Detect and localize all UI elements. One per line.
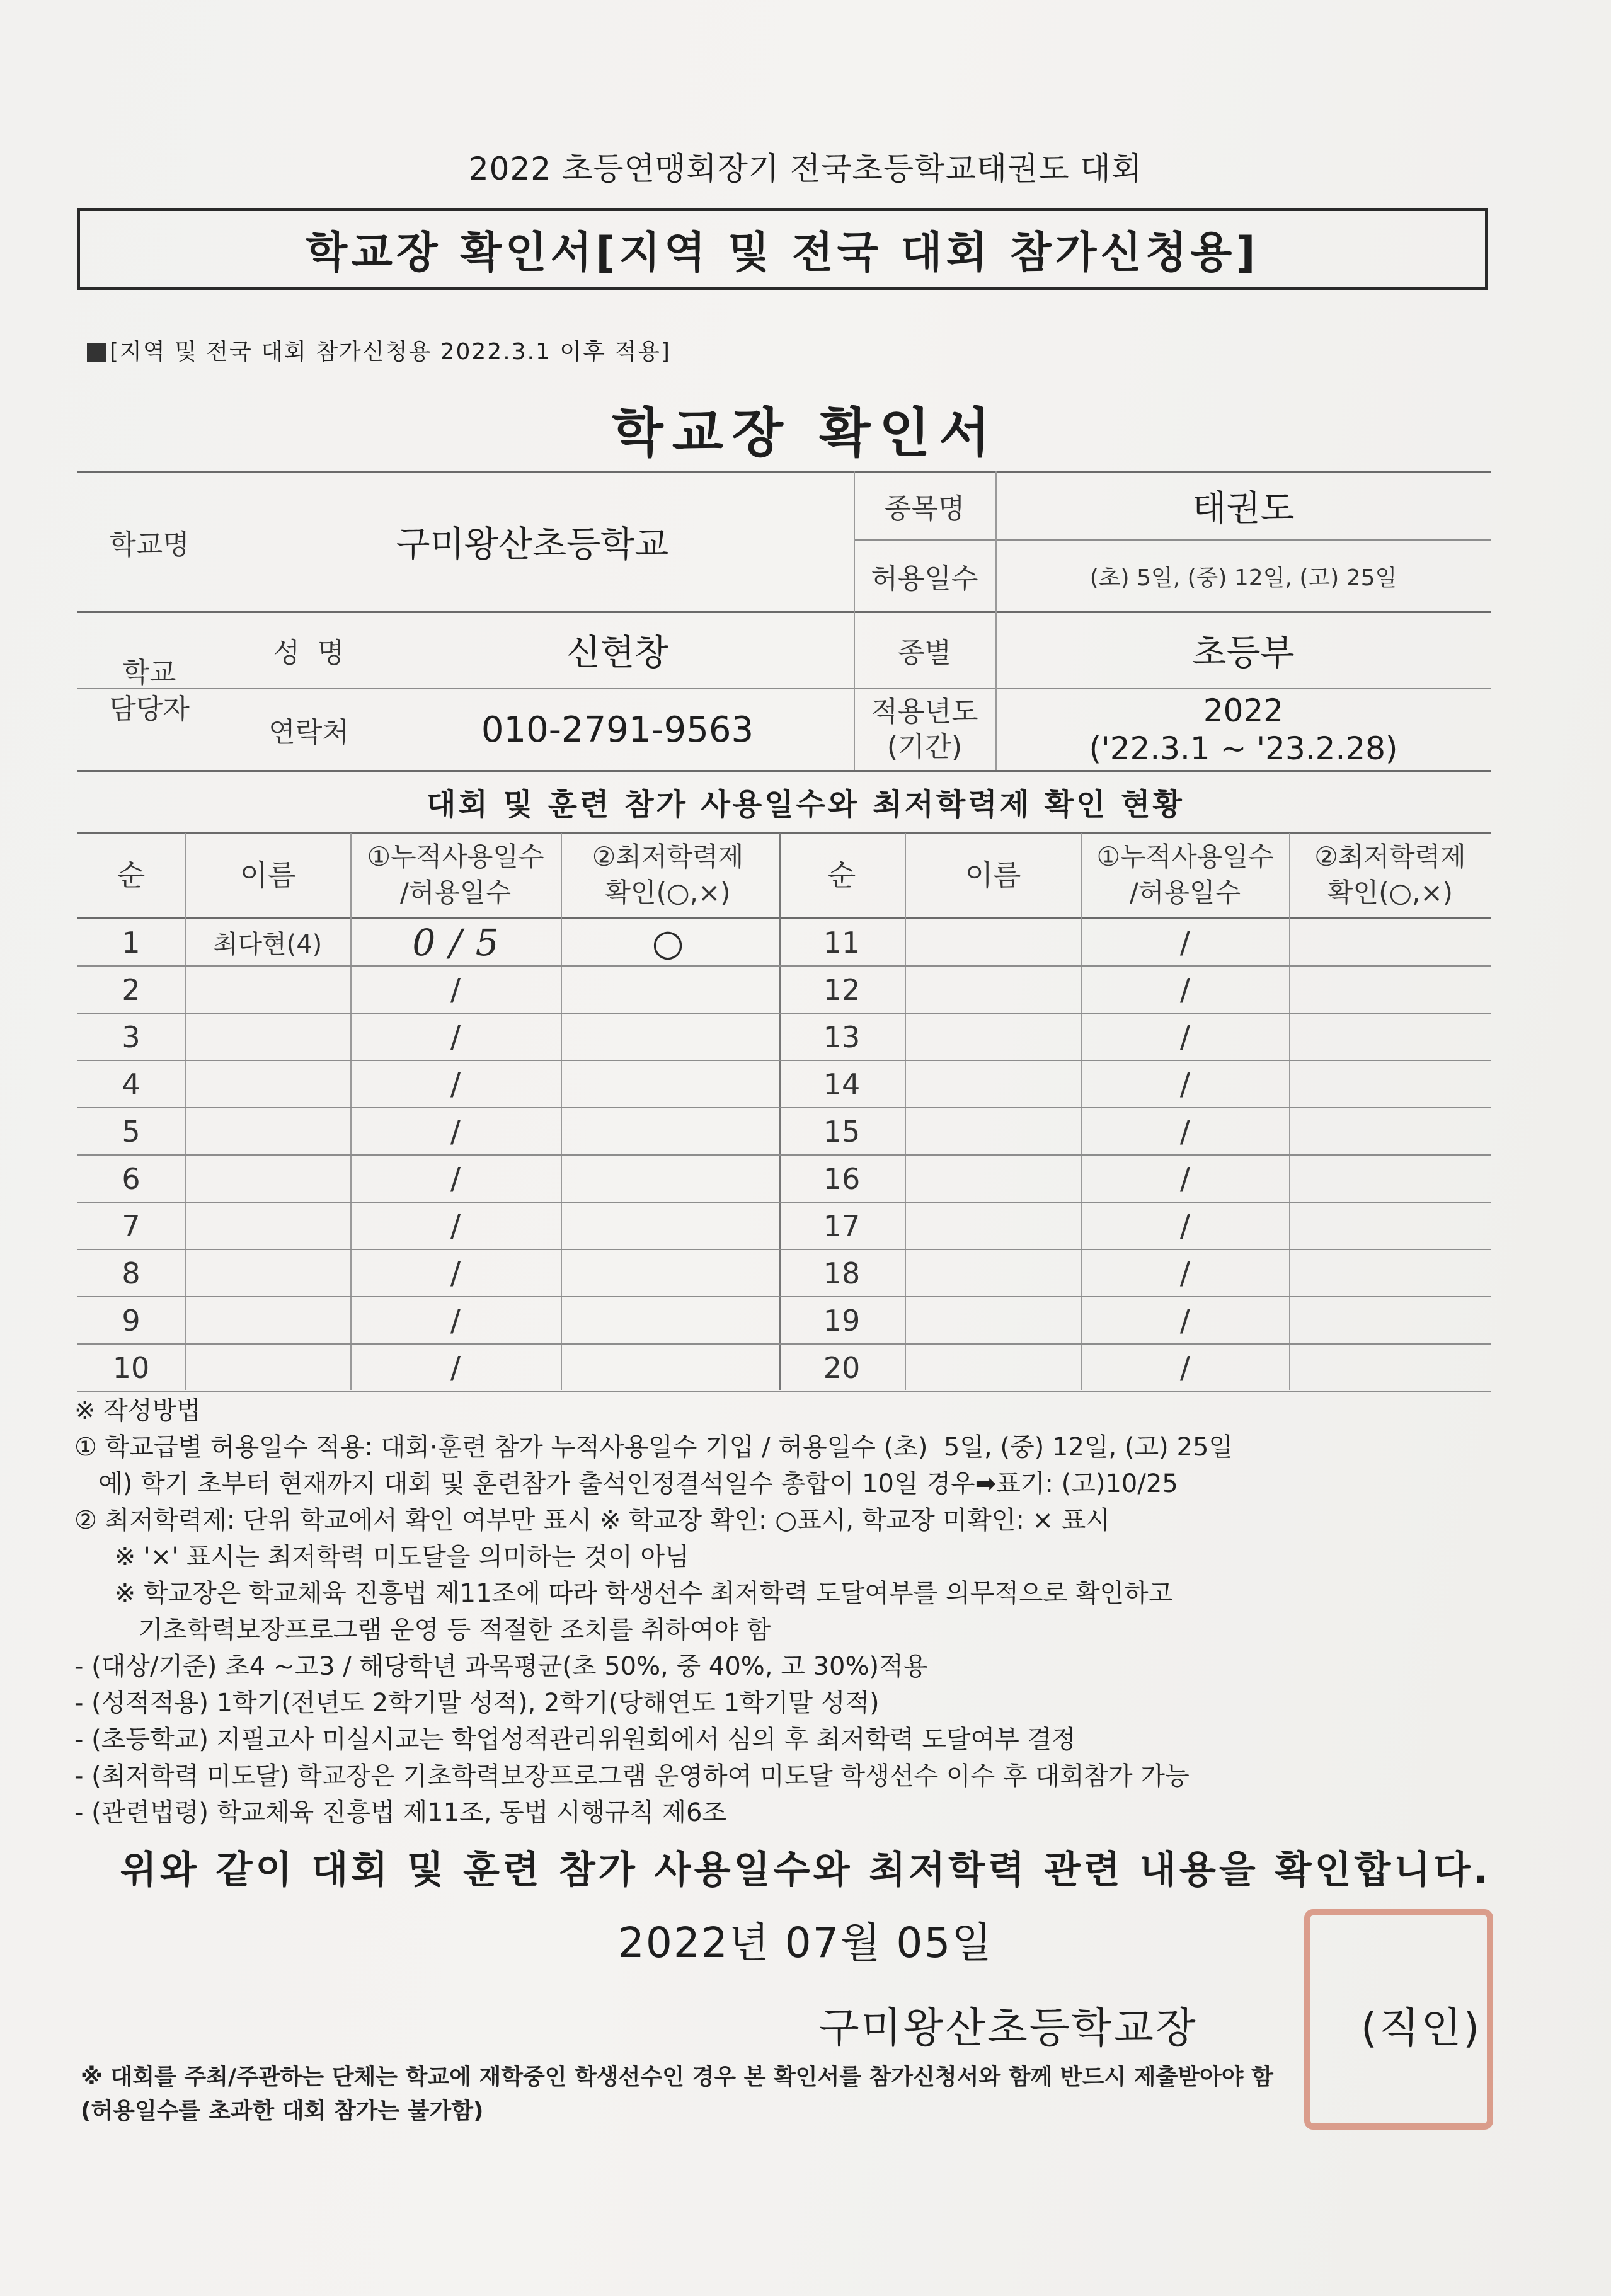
slash-separator: / [1179, 1255, 1191, 1291]
header-seq-left: 순 [117, 858, 146, 892]
header-days-right: ①누적사용일수 /허용일수 [1096, 841, 1274, 908]
row-number: 9 [122, 1303, 140, 1338]
note-line: 기초학력보장프로그램 운영 등 적절한 조치를 취하여야 함 [74, 1616, 771, 1645]
writing-notes [74, 1392, 1233, 1831]
row-number: 5 [122, 1114, 140, 1149]
note-line: 예) 학기 초부터 현재까지 대회 및 훈련참가 출석인정결석일수 총합이 10일 경우➡표기: (고)10/25 [74, 1469, 1178, 1498]
slash-separator: / [450, 1302, 461, 1338]
name-label: 성 명 [273, 637, 345, 669]
footer-note [81, 2060, 1273, 2128]
note-line: ② 최저학력제: 단위 학교에서 확인 여부만 표시 ※ 학교장 확인: ○표시, 학교장 미확인: × 표시 [74, 1506, 1111, 1535]
header-days-left: ①누적사용일수 /허용일수 [367, 841, 544, 908]
note-line: ① 학교급별 허용일수 적용: 대회·훈련 참가 누적사용일수 기입 / 허용일수 (초) 5일, (중) 12일, (고) 25일 [74, 1433, 1234, 1462]
row-number: 15 [823, 1114, 861, 1149]
slash-separator: / [450, 972, 461, 1007]
slash-separator: / [450, 1208, 461, 1244]
slash-separator: / [1179, 1208, 1191, 1244]
allowed-value: (초) 5일, (중) 12일, (고) 25일 [1089, 565, 1397, 591]
row-number: 12 [823, 972, 861, 1007]
footer-line: ※ 대회를 주최/주관하는 단체는 학교에 재학중인 학생선수인 경우 본 확인서를 참가신청서와 함께 반드시 제출받아야 함 [81, 2064, 1273, 2090]
note-line: ※ 작성방법 [74, 1396, 201, 1425]
contact-label: 연락처 [268, 716, 349, 749]
principal-name: 구미왕산초등학교장 [819, 2004, 1198, 2052]
manager-label: 학교 담당자 [109, 657, 190, 725]
year-label: 적용년도 (기간) [871, 696, 978, 763]
row-number: 19 [823, 1303, 861, 1338]
slash-separator: / [1179, 1066, 1191, 1102]
table-column-divider [1289, 833, 1290, 1390]
slash-separator: / [1179, 1161, 1191, 1197]
footer-line: (허용일수를 초과한 대회 참가는 불가함) [81, 2098, 484, 2124]
main-title: 학교장 확인서 [612, 402, 999, 464]
row-number: 4 [122, 1067, 140, 1101]
division-value: 초등부 [1192, 633, 1295, 674]
box-title-text: 학교장 확인서[지역 및 전국 대회 참가신청용] [306, 227, 1259, 278]
slash-separator: / [450, 1019, 461, 1055]
row-number: 8 [122, 1256, 140, 1290]
row-number: 6 [122, 1161, 140, 1196]
school-name: 구미왕산초등학교 [396, 524, 669, 565]
note-line: - (대상/기준) 초4 ~고3 / 해당학년 과목평균(초 50%, 중 40%, 고 30%)적용 [74, 1652, 928, 1681]
seal-label: (직인) [1361, 2004, 1482, 2052]
slash-separator: / [450, 1350, 461, 1386]
row-number: 16 [823, 1161, 861, 1196]
note-line: - (관련법령) 학교체육 진흥법 제11조, 동법 시행규칙 제6조 [74, 1798, 727, 1827]
info-rule [77, 770, 1491, 772]
row-number: 11 [823, 925, 861, 960]
header-name-left: 이름 [239, 858, 296, 892]
box-title [77, 208, 1488, 290]
competition-title: 2022 초등연맹회장기 전국초등학교태권도 대회 [468, 151, 1143, 187]
applied-note [87, 334, 671, 366]
issue-date: 2022년 07월 05일 [617, 1919, 994, 1967]
slash-separator: / [450, 1161, 461, 1197]
header-check-right: ②최저학력제 확인(○,×) [1314, 841, 1466, 908]
slash-separator: / [449, 921, 462, 964]
name-value: 신현창 [566, 633, 669, 674]
slash-separator: / [450, 1066, 461, 1102]
slash-separator: / [1179, 1113, 1191, 1149]
period-value: ('22.3.1 ~ '23.2.28) [1089, 730, 1398, 767]
row-number: 18 [823, 1256, 861, 1290]
division-label: 종별 [897, 637, 951, 669]
square-bullet-icon [87, 343, 106, 362]
slash-separator: / [450, 1255, 461, 1291]
row-number: 17 [823, 1208, 861, 1243]
slash-separator: / [450, 1113, 461, 1149]
header-name-right: 이름 [965, 858, 1021, 892]
school-label: 학교명 [109, 529, 190, 561]
note-line: - (성적적용) 1학기(전년도 2학기말 성적), 2학기(당해연도 1학기말 성적) [74, 1689, 880, 1718]
sport-label: 종목명 [884, 493, 965, 525]
section-title: 대회 및 훈련 참가 사용일수와 최저학력제 확인 현황 [427, 787, 1184, 822]
days-used-cell [350, 919, 561, 966]
days-used: 0 [412, 921, 436, 964]
slash-separator: / [1179, 924, 1191, 960]
header-seq-right: 순 [827, 858, 856, 892]
note-line: ※ 학교장은 학교체육 진흥법 제11조에 따라 학생선수 최저학력 도달여부를 의무적으로 확인하고 [74, 1579, 1173, 1608]
sport-value: 태권도 [1192, 488, 1295, 529]
slash-separator: / [1179, 972, 1191, 1007]
student-name: 최다현(4) [213, 930, 323, 959]
row-number: 10 [112, 1350, 150, 1385]
slash-separator: / [1179, 1350, 1191, 1386]
row-number: 7 [122, 1208, 140, 1243]
contact-value: 010-2791-9563 [481, 709, 754, 750]
row-number: 20 [823, 1350, 861, 1385]
year-cell [995, 689, 1491, 770]
slash-separator: / [1179, 1019, 1191, 1055]
header-check-left: ②최저학력제 확인(○,×) [592, 841, 744, 908]
row-number: 13 [823, 1019, 861, 1054]
applied-note-text: [지역 및 전국 대회 참가신청용 2022.3.1 이후 적용] [110, 339, 671, 365]
confirm-text: 위와 같이 대회 및 훈련 참가 사용일수와 최저학력 관련 내용을 확인합니다. [120, 1848, 1491, 1892]
year-value: 2022 [1203, 692, 1284, 729]
table-column-divider [905, 833, 906, 1390]
row-number: 14 [823, 1067, 861, 1101]
row-number: 2 [122, 972, 140, 1007]
note-line: - (초등학교) 지필고사 미실시교는 학업성적관리위원회에서 심의 후 최저학력 도달여부 결정 [74, 1725, 1076, 1754]
slash-separator: / [1179, 1302, 1191, 1338]
days-allowed: 5 [475, 921, 499, 964]
row-number: 3 [122, 1019, 140, 1054]
note-line: - (최저학력 미도달) 학교장은 기초학력보장프로그램 운영하여 미도달 학생선수 이수 후 대회참가 가능 [74, 1762, 1190, 1791]
allowed-label: 허용일수 [871, 563, 978, 595]
table-column-divider [561, 833, 562, 1390]
check-mark: ○ [651, 921, 684, 964]
row-number: 1 [122, 925, 140, 960]
note-line: ※ '×' 표시는 최저학력 미도달을 의미하는 것이 아님 [74, 1542, 689, 1571]
table-column-divider [185, 833, 186, 1390]
